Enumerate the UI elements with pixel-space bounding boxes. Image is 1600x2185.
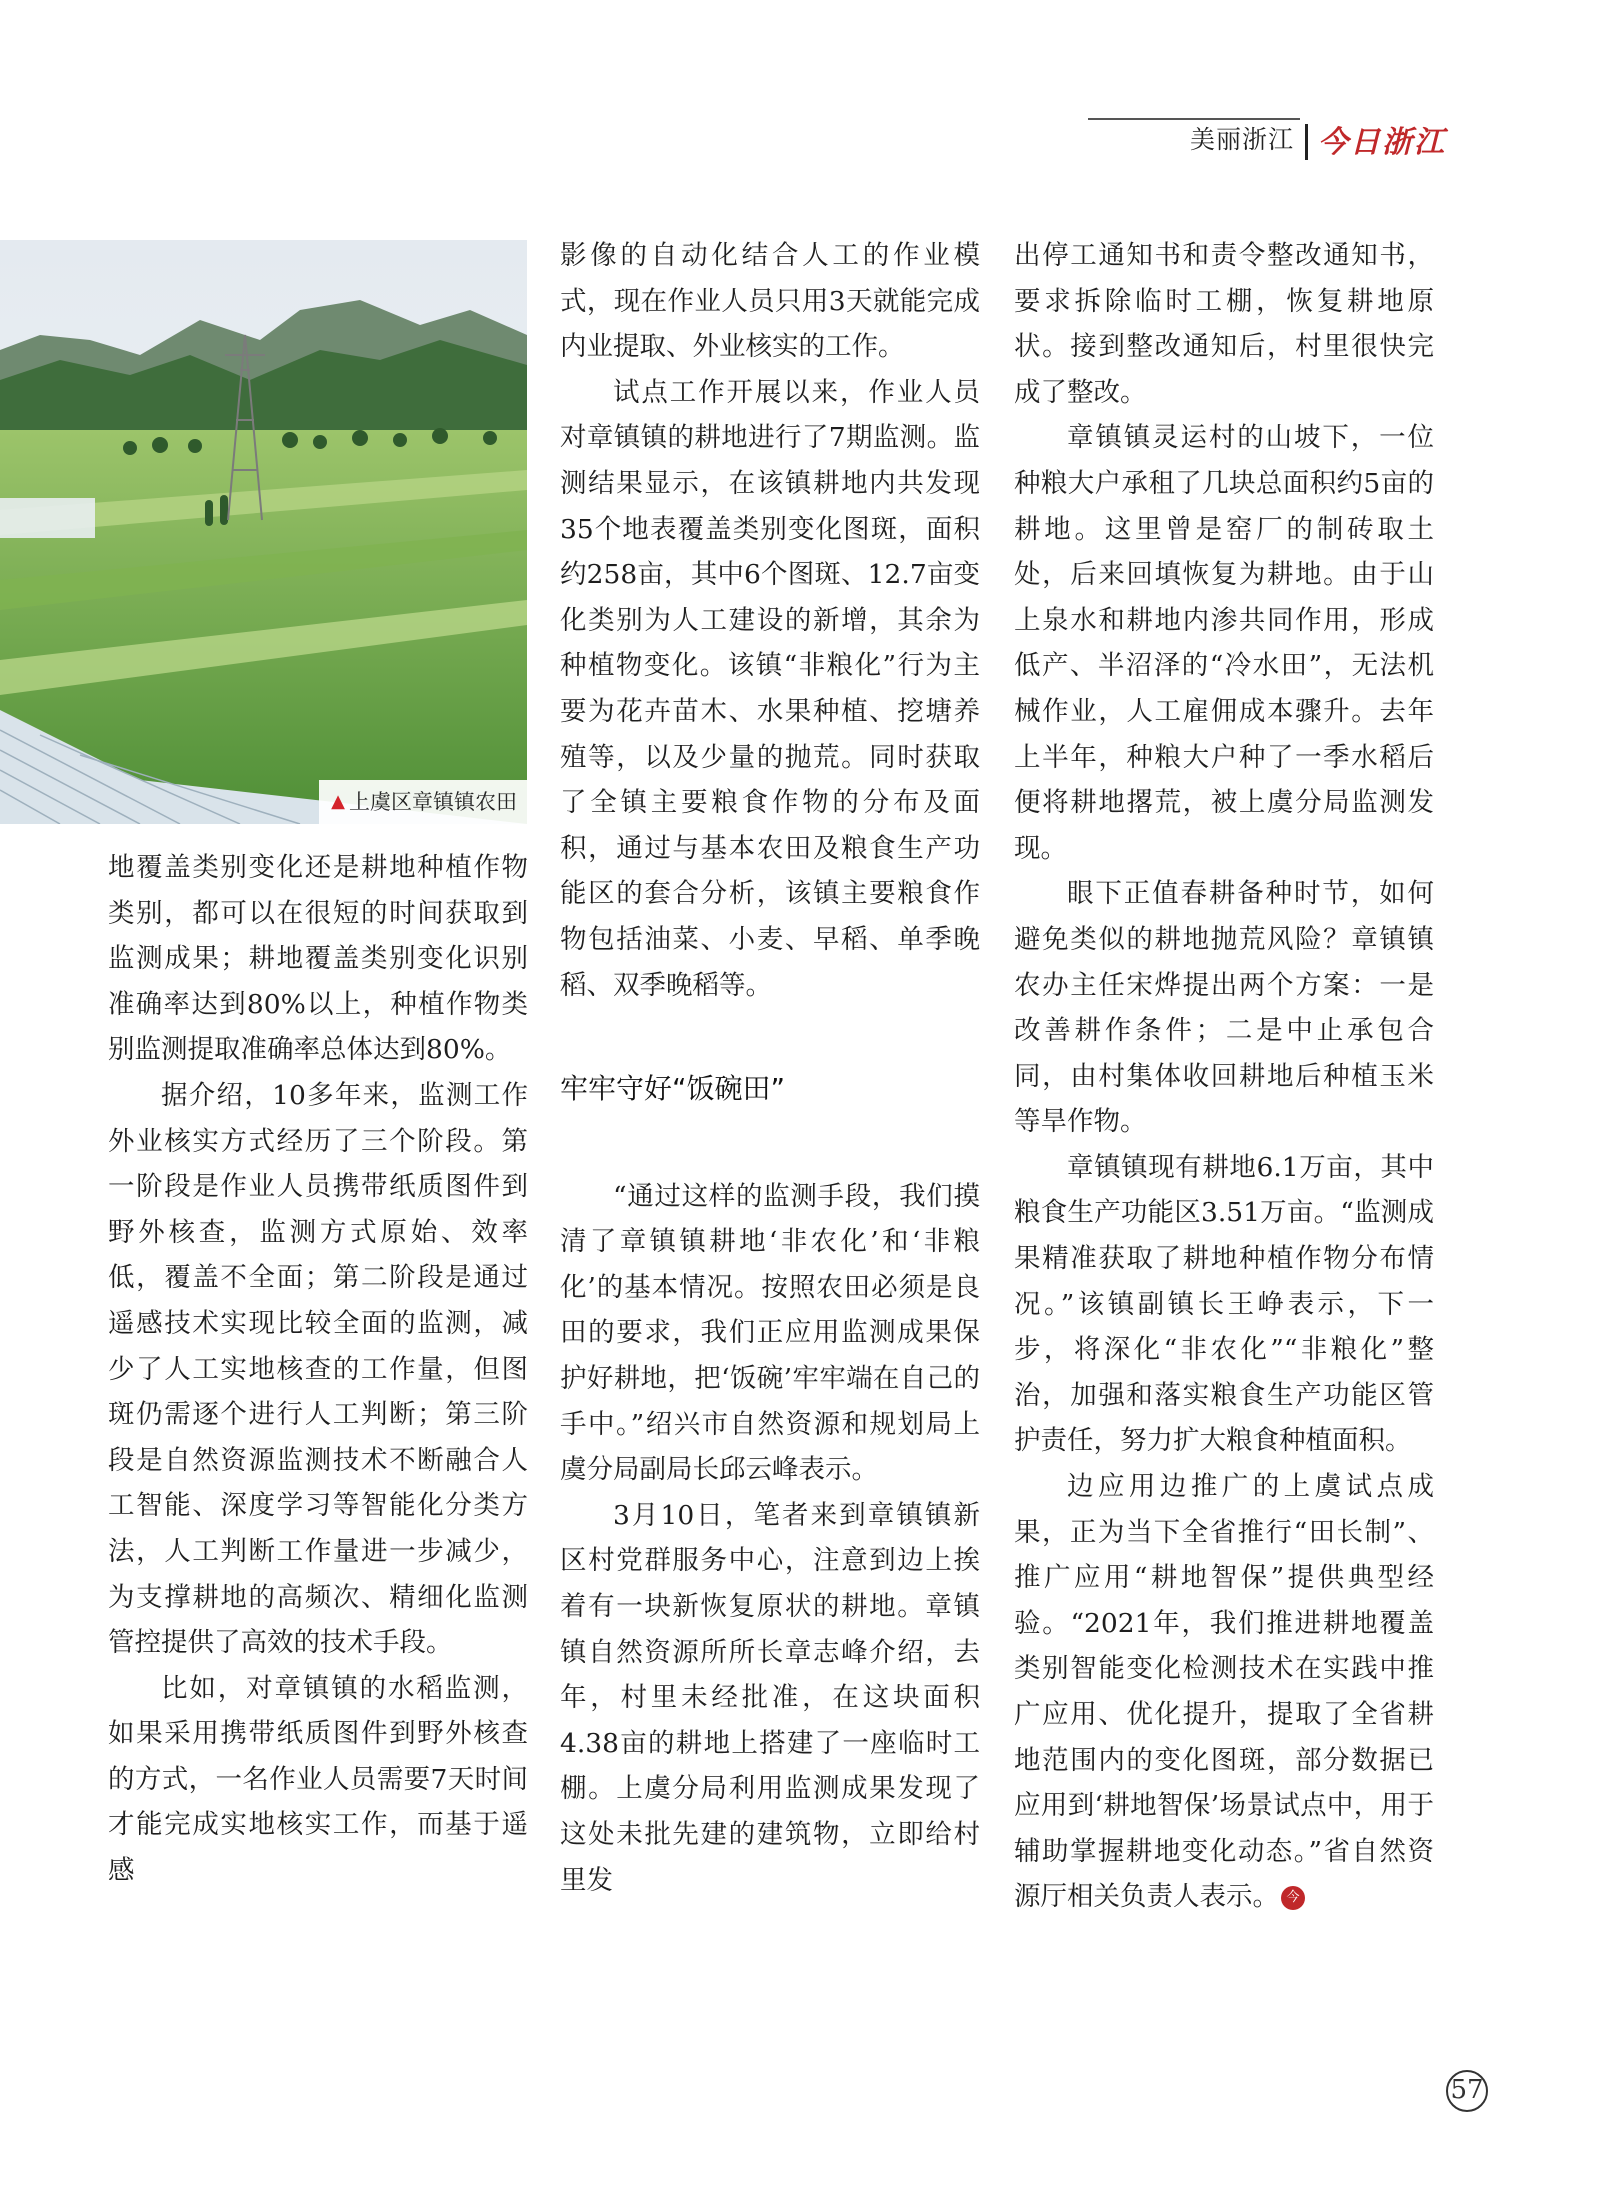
column-1 bbox=[108, 845, 528, 1894]
paragraph: 章镇镇现有耕地6.1万亩，其中粮食生产功能区3.51万亩。“监测成果精准获取了耕地种植作物分布情况。”该镇副镇长王峥表示，下一步，将深化“非农化”“非粮化”整治，加强和落实粮食生产功能区管护责任，努力扩大粮食种植面积。 bbox=[1014, 1151, 1434, 1457]
paragraph: “通过这样的监测手段，我们摸清了章镇镇耕地‘非农化’和‘非粮化’的基本情况。按照农田必须是良田的要求，我们正应用监测成果保护好耕地，把‘饭碗’牢牢端在自己的手中。”绍兴市自然资源和规划局上虞分局副局长邱云峰表示。 bbox=[560, 1180, 980, 1486]
paragraph: 据介绍，10多年来，监测工作外业核实方式经历了三个阶段。第一阶段是作业人员携带纸质图件到野外核查，监测方式原始、效率低，覆盖不全面；第二阶段是通过遥感技术实现比较全面的监测，减少了人工实地核查的工作量，但图斑仍需逐个进行人工判断；第三阶段是自然资源监测技术不断融合人工智能、深度学习等智能化分类方法，人工判断工作量进一步减少，为支撑耕地的高频次、精细化监测管控提供了高效的技术手段。 bbox=[108, 1079, 528, 1659]
paragraph: 眼下正值春耕备种时节，如何避免类似的耕地抛荒风险？章镇镇农办主任宋烨提出两个方案：一是改善耕作条件；二是中止承包合同，由村集体收回耕地后种植玉米等旱作物。 bbox=[1014, 878, 1434, 1138]
subheading: 牢牢守好“饭碗田” bbox=[560, 1072, 786, 1106]
column-2 bbox=[560, 233, 980, 1903]
paragraph: 影像的自动化结合人工的作业模式，现在作业人员只用3天就能完成内业提取、外业核实的工作。 bbox=[560, 240, 980, 363]
paragraph: 出停工通知书和责令整改通知书，要求拆除临时工棚，恢复耕地原状。接到整改通知后，村里很快完成了整改。 bbox=[1014, 240, 1434, 408]
photo-caption bbox=[319, 780, 527, 824]
section-title: 美丽浙江 bbox=[1190, 125, 1295, 154]
paragraph: 章镇镇灵运村的山坡下，一位种粮大户承租了几块总面积约5亩的耕地。这里曾是窑厂的制砖取土处，后来回填恢复为耕地。由于山上泉水和耕地内渗共同作用，形成低产、半沼泽的“冷水田”，无法机械作业，人工雇佣成本骤升。去年上半年，种粮大户种了一季水稻后便将耕地撂荒，被上虞分局监测发现。 bbox=[1014, 422, 1434, 864]
farmland-illustration bbox=[0, 240, 527, 824]
magazine-logo: 今日浙江 bbox=[1318, 125, 1446, 160]
paragraph-last bbox=[1014, 1464, 1434, 1920]
farmland-photo bbox=[0, 240, 527, 824]
photo-caption-text: 上虞区章镇镇农田 bbox=[349, 790, 517, 814]
triangle-icon: ▲ bbox=[331, 790, 345, 812]
header-separator bbox=[1305, 124, 1308, 160]
paragraph: 3月10日，笔者来到章镇镇新区村党群服务中心，注意到边上挨着有一块新恢复原状的耕地。章镇镇自然资源所所长章志峰介绍，去年，村里未经批准，在这块面积4.38亩的耕地上搭建了一座临时工棚。上虞分局利用监测成果发现了这处未批先建的建筑物，立即给村里发 bbox=[560, 1499, 980, 1896]
page-number: 57 bbox=[1446, 2070, 1488, 2112]
end-mark-icon: 今 bbox=[1281, 1886, 1305, 1910]
paragraph-text: 边应用边推广的上虞试点成果，正为当下全省推行“田长制”、推广应用“耕地智保”提供典型经验。“2021年，我们推进耕地覆盖类别智能变化检测技术在实践中推广应用、优化提升，提取了全省耕地范围内的变化图斑，部分数据已应用到‘耕地智保’场景试点中，用于辅助掌握耕地变化动态。”省自然资源厅相关负责人表示。 bbox=[1014, 1471, 1434, 1913]
paragraph: 地覆盖类别变化还是耕地种植作物类别，都可以在很短的时间获取到监测成果；耕地覆盖类别变化识别准确率达到80%以上，种植作物类别监测提取准确率总体达到80%。 bbox=[108, 852, 528, 1066]
column-3 bbox=[1014, 233, 1434, 1920]
paragraph: 比如，对章镇镇的水稻监测，如果采用携带纸质图件到野外核查的方式，一名作业人员需要7天时间才能完成实地核实工作，而基于遥感 bbox=[108, 1672, 528, 1887]
paragraph: 试点工作开展以来，作业人员对章镇镇的耕地进行了7期监测。监测结果显示，在该镇耕地内共发现35个地表覆盖类别变化图斑，面积约258亩，其中6个图斑、12.7亩变化类别为人工建设的新增，其余为种植物变化。该镇“非粮化”行为主要为花卉苗木、水果种植、挖塘养殖等，以及少量的抛荒。同时获取了全镇主要粮食作物的分布及面积，通过与基本农田及粮食生产功能区的套合分析，该镇主要粮食作物包括油菜、小麦、早稻、单季晚稻、双季晚稻等。 bbox=[560, 376, 980, 1001]
